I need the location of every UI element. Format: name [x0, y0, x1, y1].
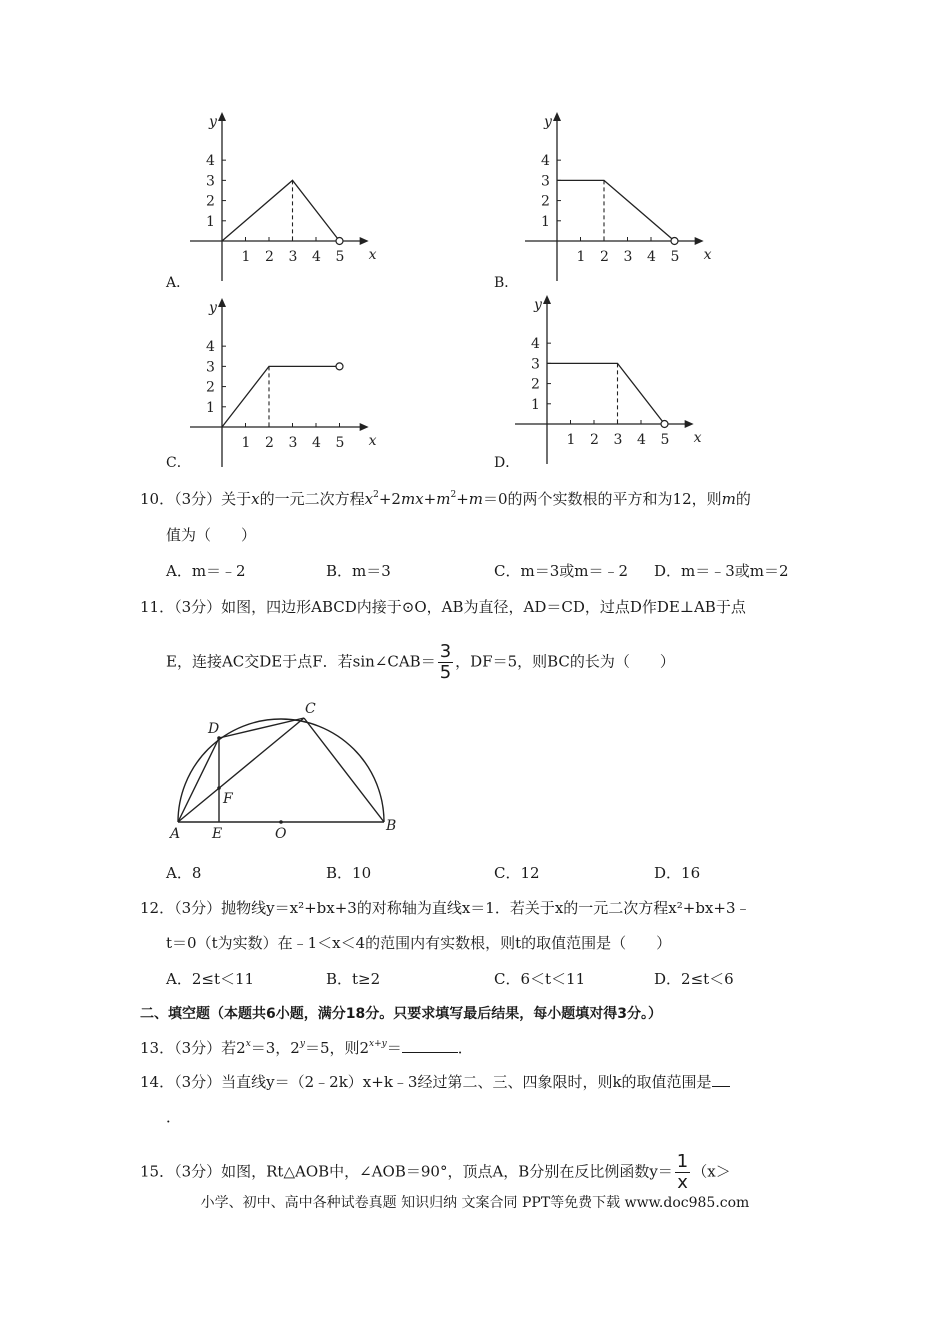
x-tick-label: 4 — [312, 249, 321, 265]
graph-b — [515, 110, 715, 280]
x-axis-label: x — [693, 430, 702, 446]
y-tick-label: 2 — [541, 193, 550, 210]
y-tick-label: 3 — [541, 173, 550, 190]
q12-option-d: D．2≤t＜6 — [654, 970, 734, 988]
q12-option-a: A．2≤t＜11 — [166, 970, 255, 988]
q12-line2: t＝0（t为实数）在﹣1＜x＜4的范围内有实数根，则t的取值范围是（ ） — [166, 934, 672, 952]
open-endpoint — [671, 238, 678, 245]
x-tick-label: 1 — [241, 249, 251, 265]
y-tick-label: 1 — [541, 213, 550, 230]
x-tick-label: 1 — [241, 435, 251, 451]
series-line — [222, 180, 340, 241]
q11-line1: 11．（3分）如图，四边形ABCD内接于⊙O，AB为直径，AD＝CD，过点D作DE⊥AB于点 — [140, 598, 746, 616]
x-tick-label: 2 — [600, 249, 609, 265]
y-axis-arrow — [218, 112, 226, 121]
q10-option-d: D．m＝﹣3或m＝2 — [654, 562, 789, 580]
q12-option-b: B．t≥2 — [326, 970, 381, 988]
graph-d-label: D． — [494, 455, 520, 471]
fig-label-b: B — [386, 818, 397, 834]
x-tick-label: 2 — [265, 435, 274, 451]
x-tick-label: 3 — [613, 432, 623, 448]
x-axis-arrow — [695, 237, 704, 245]
q14-line1: 14．（3分）当直线y＝（2﹣2k）x+k﹣3经过第二、三、四象限时，则k的取值范围是 — [140, 1071, 730, 1092]
q15-fraction: $\frac{1}{x}$ — [676, 1151, 689, 1193]
x-tick-label: 3 — [288, 249, 298, 265]
q11-option-c: C．12 — [494, 864, 540, 882]
y-axis-label: y — [534, 297, 542, 313]
y-tick-label: 1 — [531, 396, 540, 413]
y-tick-label: 2 — [206, 193, 215, 210]
graph-a — [180, 110, 380, 280]
x-tick-label: 2 — [265, 249, 274, 265]
x-tick-label: 5 — [335, 435, 345, 451]
fig-label-e: E — [212, 826, 223, 842]
y-axis-label: y — [544, 114, 552, 130]
q11-option-b: B．10 — [326, 864, 372, 882]
q10-option-a: A．m＝﹣2 — [166, 562, 246, 580]
x-tick-label: 2 — [590, 432, 599, 448]
y-axis-arrow — [553, 112, 561, 121]
open-endpoint — [336, 238, 343, 245]
x-axis-arrow — [360, 237, 369, 245]
x-tick-label: 1 — [566, 432, 576, 448]
x-axis-arrow — [360, 423, 369, 431]
page-footer: 小学、初中、高中各种试卷真题 知识归纳 文案合同 PPT等免费下载 www.doc985.com — [200, 1195, 750, 1211]
q12-option-c: C．6＜t＜11 — [494, 970, 586, 988]
q10-option-c: C．m＝3或m＝﹣2 — [494, 562, 629, 580]
q13-line: 13．（3分）若$2^x=3$，$2^y=5$，则$2^{x+y}=$ ． — [140, 1039, 473, 1057]
x-tick-label: 5 — [660, 432, 670, 448]
x-tick-label: 4 — [312, 435, 321, 451]
fig-label-o: O — [275, 826, 287, 842]
q11-fraction: $\frac{3}{5}$ — [439, 641, 452, 683]
y-tick-label: 3 — [206, 359, 215, 376]
graph-d — [505, 293, 705, 463]
graph-a-label: A． — [166, 275, 191, 291]
section-2-heading: 二、填空题（本题共6小题，满分18分。只要求填写最后结果，每小题填对得3分。） — [140, 1006, 662, 1022]
x-tick-label: 5 — [335, 249, 345, 265]
x-tick-label: 3 — [623, 249, 633, 265]
x-tick-label: 1 — [576, 249, 586, 265]
y-tick-label: 4 — [206, 339, 215, 356]
y-tick-label: 4 — [531, 336, 540, 353]
y-axis-arrow — [543, 295, 551, 304]
fig-label-f: F — [223, 791, 233, 807]
q13-answer-blank[interactable] — [402, 1038, 458, 1053]
y-tick-label: 1 — [206, 399, 215, 416]
x-tick-label: 3 — [288, 435, 298, 451]
q14-line2: ． — [166, 1108, 182, 1126]
q12-line1: 12．（3分）抛物线y＝x²+bx+3的对称轴为直线x＝1．若关于x的一元二次方程x²+bx+3﹣ — [140, 899, 751, 917]
y-tick-label: 3 — [531, 356, 540, 373]
x-tick-label: 5 — [670, 249, 680, 265]
q11-line2: E，连接AC交DE于点F．若sin∠CAB＝ $\frac{3}{5}$ ，DF＝5，则BC的长为（ ） — [166, 641, 675, 683]
y-axis-label: y — [209, 300, 217, 316]
x-axis-label: x — [368, 433, 377, 449]
q10-line1: 10．（3分）关于x的一元二次方程$x^2+2mx+m^2+m=0$的两个实数根的平方和为12，则m的 — [140, 490, 751, 508]
graph-c-label: C． — [166, 455, 191, 471]
fig-label-c: C — [305, 701, 316, 717]
y-axis-arrow — [218, 298, 226, 307]
x-tick-label: 4 — [637, 432, 646, 448]
y-tick-label: 2 — [531, 376, 540, 393]
q14-answer-blank[interactable] — [712, 1072, 730, 1087]
open-endpoint — [336, 363, 343, 370]
fig-label-a: A — [170, 826, 181, 842]
series-line — [222, 366, 340, 427]
q11-option-d: D．16 — [654, 864, 701, 882]
q10-line2: 值为（ ） — [166, 526, 257, 544]
y-tick-label: 4 — [541, 153, 550, 170]
fig-label-d: D — [208, 721, 220, 737]
graph-b-label: B． — [494, 275, 519, 291]
series-line — [557, 180, 675, 241]
series-line — [547, 363, 665, 424]
y-tick-label: 3 — [206, 173, 215, 190]
y-tick-label: 2 — [206, 379, 215, 396]
q11-option-a: A．8 — [166, 864, 202, 882]
graph-c — [180, 296, 380, 466]
open-endpoint — [661, 421, 668, 428]
q15-line1: 15．（3分）如图，Rt△AOB中，∠AOB＝90°，顶点A，B分别在反比例函数y＝ $\frac{1}{x}$ （x＞ — [140, 1151, 731, 1193]
x-tick-label: 4 — [647, 249, 656, 265]
y-tick-label: 4 — [206, 153, 215, 170]
q10-option-b: B．m＝3 — [326, 562, 391, 580]
x-axis-label: x — [703, 247, 712, 263]
y-tick-label: 1 — [206, 213, 215, 230]
y-axis-label: y — [209, 114, 217, 130]
x-axis-arrow — [685, 420, 694, 428]
x-axis-label: x — [368, 247, 377, 263]
q11-figure — [160, 695, 410, 845]
